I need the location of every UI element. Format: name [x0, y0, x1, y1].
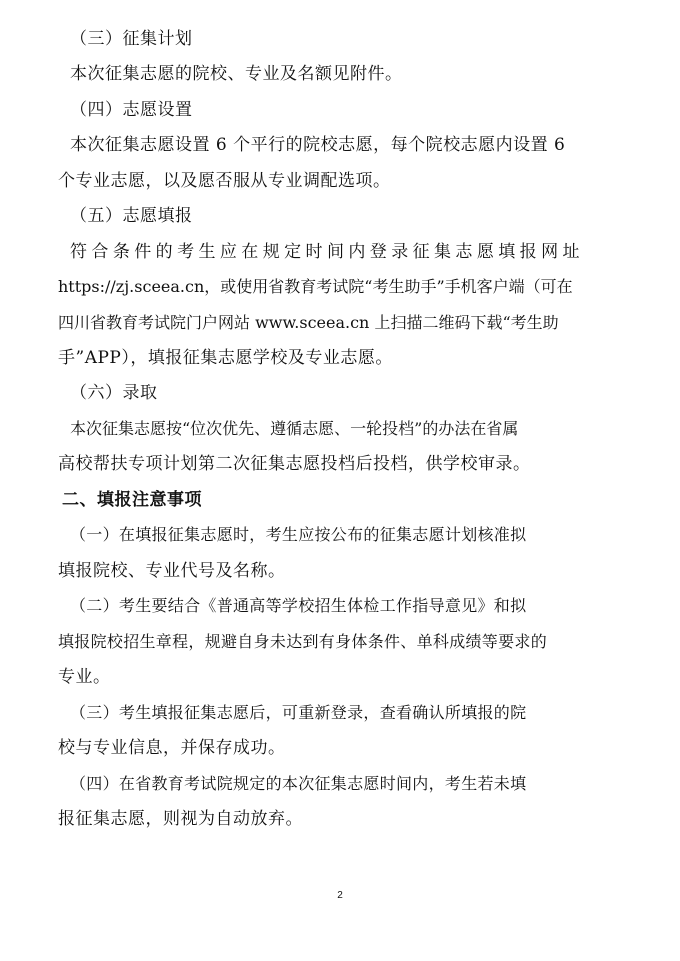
paragraph-line: 手”APP），填报征集志愿学校及专业志愿。	[58, 348, 393, 368]
part-heading-notes: 二、填报注意事项	[62, 490, 202, 510]
paragraph-line: 符合条件的考生应在规定时间内登录征集志愿填报网址	[70, 242, 580, 262]
paragraph-line: （一）在填报征集志愿时，考生应按公布的征集志愿计划核准拟	[70, 525, 527, 544]
paragraph-line: （四）在省教育考试院规定的本次征集志愿时间内，考生若未填	[70, 774, 527, 793]
paragraph-line: 本次征集志愿设置 6 个平行的院校志愿，每个院校志愿内设置 6	[70, 135, 566, 155]
paragraph-line: 校与专业信息，并保存成功。	[58, 738, 286, 758]
paragraph-line: 高校帮扶专项计划第二次征集志愿投档后投档，供学校审录。	[58, 454, 531, 474]
paragraph-line: 填报院校招生章程，规避自身未达到有身体条件、单科成绩等要求的	[58, 632, 548, 651]
paragraph-line: 报征集志愿，则视为自动放弃。	[58, 809, 303, 829]
paragraph-line: 本次征集志愿的院校、专业及名额见附件。	[70, 64, 403, 84]
page-number: 2	[337, 890, 343, 901]
section-heading-admission: （六）录取	[70, 383, 158, 403]
paragraph-line: 专业。	[58, 667, 111, 687]
paragraph-line: 本次征集志愿按“位次优先、遵循志愿、一轮投档”的办法在省属	[70, 419, 519, 438]
paragraph-line: （三）考生填报征集志愿后，可重新登录，查看确认所填报的院	[70, 703, 527, 722]
section-heading-plan: （三）征集计划	[70, 29, 193, 49]
paragraph-line: https://zj.sceea.cn，或使用省教育考试院“考生助手”手机客户端（可在	[58, 277, 573, 296]
paragraph-line: （二）考生要结合《普通高等学校招生体检工作指导意见》和拟	[70, 596, 527, 615]
section-heading-filling: （五）志愿填报	[70, 206, 193, 226]
section-heading-settings: （四）志愿设置	[70, 100, 193, 120]
paragraph-line: 个专业志愿，以及愿否服从专业调配选项。	[58, 171, 391, 191]
paragraph-line: 四川省教育考试院门户网站 www.sceea.cn 上扫描二维码下载“考生助	[58, 313, 559, 332]
paragraph-line: 填报院校、专业代号及名称。	[58, 561, 286, 581]
